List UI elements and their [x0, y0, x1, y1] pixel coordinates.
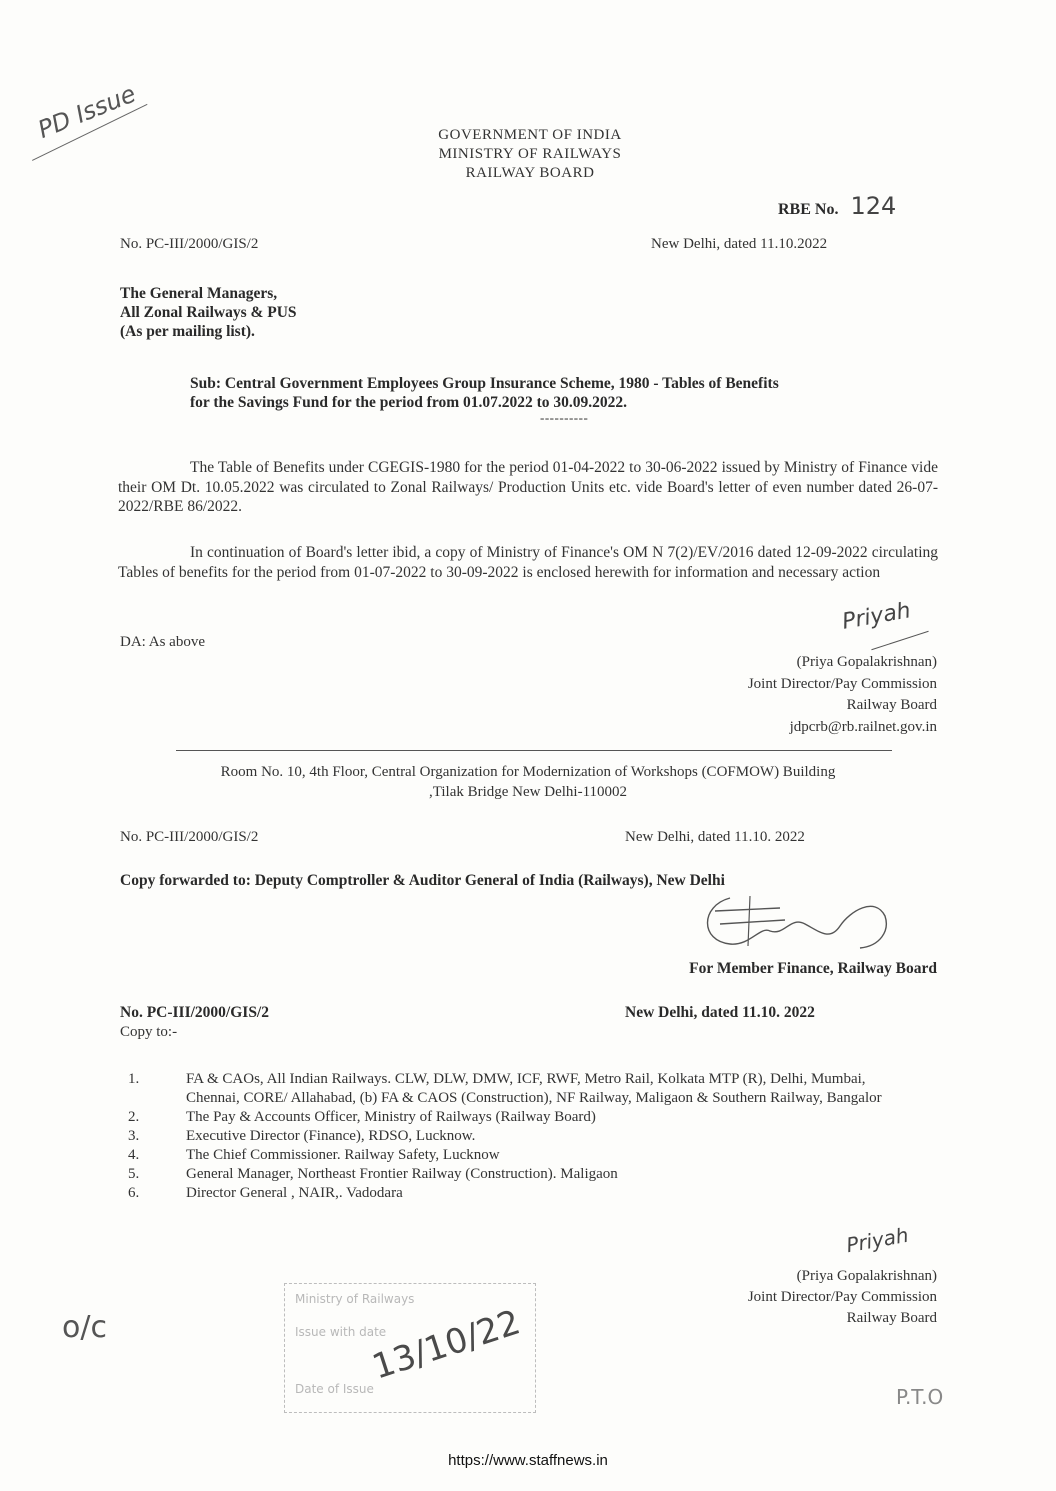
- list-text: The Chief Commissioner. Railway Safety, Lucknow: [186, 1147, 500, 1163]
- header-line-1: GOVERNMENT OF INDIA: [438, 127, 622, 143]
- enclosure-note: DA: As above: [120, 634, 205, 650]
- list-item: [128, 1165, 908, 1184]
- handwritten-note: PD Issue: [34, 79, 140, 144]
- addressee-line-1: The General Managers,: [120, 285, 278, 302]
- list-item: [128, 1070, 908, 1108]
- reference-number: No. PC-III/2000/GIS/2: [120, 236, 259, 252]
- list-text: Executive Director (Finance), RDSO, Lucknow.: [186, 1128, 476, 1144]
- stamp-line-3: Date of Issue: [295, 1382, 374, 1396]
- divider: [176, 750, 892, 751]
- pto-mark: P.T.O: [896, 1385, 944, 1409]
- reference-number-2: No. PC-III/2000/GIS/2: [120, 829, 259, 845]
- list-text: Director General , NAIR,. Vadodara: [186, 1185, 403, 1201]
- addressee-line-2: All Zonal Railways & PUS: [120, 304, 297, 321]
- copy-list: [128, 1070, 908, 1203]
- signatory-designation-2: Joint Director/Pay Commission: [747, 1289, 937, 1305]
- list-text: The Pay & Accounts Officer, Ministry of Railways (Railway Board): [186, 1109, 596, 1125]
- stamp-handwritten-date: 13/10/22: [367, 1302, 526, 1388]
- address-line-2: ,Tilak Bridge New Delhi-110002: [428, 784, 628, 800]
- addressee-line-3: (As per mailing list).: [120, 323, 255, 340]
- footer-url: https://www.staffnews.in: [448, 1452, 608, 1469]
- signature-scrawl-1: Priyah: [840, 598, 913, 635]
- paragraph-1: The Table of Benefits under CGEGIS-1980 for the period 01-04-2022 to 30-06-2022 issued by Ministry of Finance vide their OM Dt. 10.05.2022 was circulated to Zonal Railways/ Production Units etc. vide Board's letter of even number dated 26-07-2022/RBE 86/2022.: [118, 459, 938, 515]
- issue-date-2: New Delhi, dated 11.10. 2022: [625, 829, 805, 845]
- member-finance-signature: [690, 886, 900, 956]
- header-line-2: MINISTRY OF RAILWAYS: [438, 146, 622, 162]
- paragraph-2: In continuation of Board's letter ibid, a copy of Ministry of Finance's OM N 7(2)/EV/2016 dated 12-09-2022 circulating Tables of benefits for the period from 01-07-2022 to 30-09-2022 is enclosed herewith for information and necessary action: [118, 544, 938, 581]
- signature-block-2: [600, 1266, 937, 1329]
- list-number: 6.: [128, 1185, 140, 1201]
- issue-date-3: New Delhi, dated 11.10. 2022: [625, 1004, 815, 1021]
- list-item: [128, 1184, 908, 1203]
- list-item: [128, 1146, 908, 1165]
- rbe-number: 124: [850, 192, 897, 220]
- stamp-line-2: Issue with date: [295, 1325, 387, 1339]
- signatory-office: Railway Board: [846, 697, 937, 713]
- office-address: [100, 762, 956, 802]
- list-item: [128, 1108, 908, 1127]
- list-number: 3.: [128, 1128, 140, 1144]
- signatory-designation: Joint Director/Pay Commission: [747, 675, 937, 692]
- reference-number-3: No. PC-III/2000/GIS/2: [120, 1004, 269, 1021]
- for-member-finance: For Member Finance, Railway Board: [689, 960, 937, 977]
- addressee: [120, 284, 297, 341]
- subject-dashes: ----------: [540, 410, 589, 425]
- signature-block-1: [600, 652, 937, 738]
- signatory-email: jdpcrb@rb.railnet.gov.in: [789, 718, 937, 735]
- list-number: 4.: [128, 1147, 140, 1163]
- rbe-label: RBE No.: [778, 201, 839, 218]
- letterhead: [380, 126, 680, 183]
- header-line-3: RAILWAY BOARD: [465, 165, 595, 181]
- list-number: 1.: [128, 1071, 140, 1087]
- subject: [190, 374, 950, 412]
- issue-date: New Delhi, dated 11.10.2022: [651, 236, 828, 252]
- copy-forwarded-line: Copy forwarded to: Deputy Comptroller & Auditor General of India (Railways), New Delhi: [120, 872, 725, 889]
- list-text: General Manager, Northeast Frontier Railway (Construction). Maligaon: [186, 1166, 618, 1182]
- signatory-name: (Priya Gopalakrishnan): [796, 654, 937, 670]
- list-number: 2.: [128, 1109, 140, 1125]
- list-item: [128, 1127, 908, 1146]
- copy-to-label: Copy to:-: [120, 1024, 178, 1040]
- signature-stroke-1: [871, 631, 928, 650]
- rbe-number-block: [778, 192, 896, 220]
- subject-line-1: Sub: Central Government Employees Group Insurance Scheme, 1980 - Tables of Benefits: [190, 375, 779, 392]
- list-text: FA & CAOs, All Indian Railways. CLW, DLW, DMW, ICF, RWF, Metro Rail, Kolkata MTP (R), Delhi, Mumbai, Chennai, CORE/ Allahabad, (b) FA & CAOS (Construction), NF Railway, Maligaon & Southern Railway, Bangalor: [186, 1071, 882, 1106]
- list-number: 5.: [128, 1166, 140, 1182]
- signature-scrawl-2: Priyah: [844, 1222, 911, 1258]
- signatory-office-2: Railway Board: [846, 1310, 937, 1326]
- address-line-1: Room No. 10, 4th Floor, Central Organization for Modernization of Workshops (COFMOW) Building: [220, 764, 836, 780]
- oc-mark: o/c: [62, 1310, 107, 1345]
- stamp-line-1: Ministry of Railways: [295, 1292, 415, 1306]
- signatory-name-2: (Priya Gopalakrishnan): [796, 1268, 937, 1284]
- subject-line-2: for the Savings Fund for the period from 01.07.2022 to 30.09.2022.: [190, 394, 628, 411]
